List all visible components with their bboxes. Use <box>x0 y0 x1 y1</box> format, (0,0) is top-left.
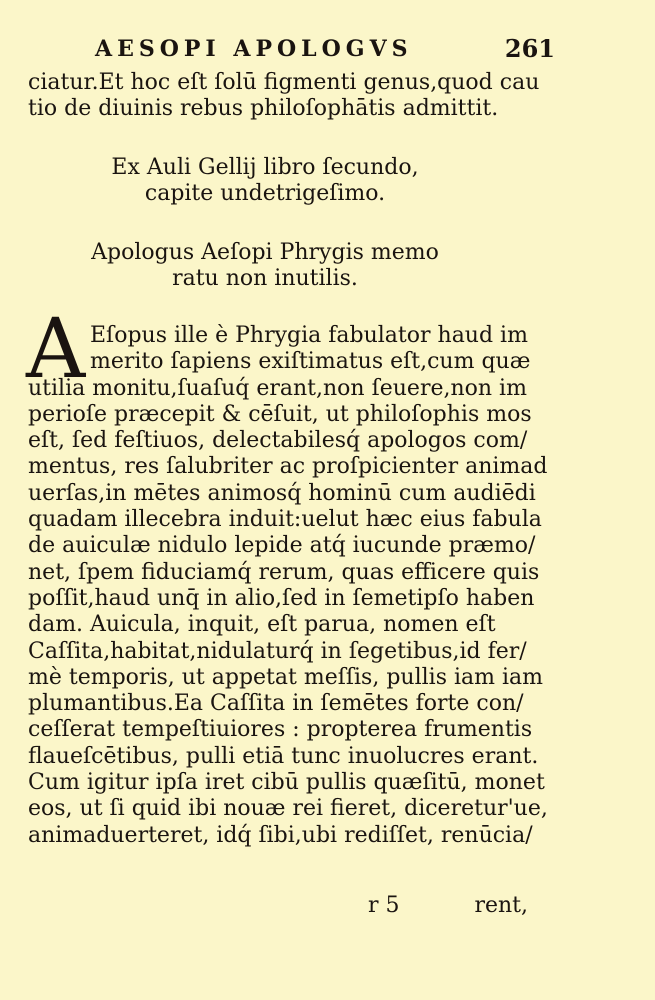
text-line: eſt, ſed feſtiuos, delectabilesq́ apologos com/ <box>28 428 528 454</box>
text-line: poſſit,haud unq̄ in alio,ſed in ſemetipſo haben <box>28 585 535 611</box>
text-line: mentus, res ſalubriter ac proſpicienter animad <box>28 454 548 480</box>
text-line: animaduerteret, idq́ ſibi,ubi rediſſet, renūcia/ <box>28 822 533 848</box>
text-line: ciatur.Et hoc eſt ſolū figmenti genus,quod cau <box>28 70 540 95</box>
text-line: quadam illecebra induit:uelut hæc eius fabula <box>28 507 542 533</box>
source-heading <box>15 155 515 208</box>
title-line: Apologus Aeſopi Phrygis memo <box>91 240 439 265</box>
text-line: flaueſcētibus, pulli etiā tunc inuolucres erant. <box>28 743 539 769</box>
opening-lines <box>28 70 540 123</box>
text-line: net, ſpem fiduciamq́ rerum, quas efficere quis <box>28 559 540 585</box>
signature-mark: r 5 <box>368 893 400 918</box>
running-title: AESOPI APOLOGVS <box>95 36 413 62</box>
page-footer <box>28 893 528 919</box>
page-number: 261 <box>504 34 555 63</box>
text-line: dam. Auicula, inquit, eſt parua, nomen eſt <box>28 612 496 638</box>
text-line: perioſe præcepit & cēſuit, ut philoſophis mos <box>28 401 532 427</box>
drop-cap-initial: A <box>26 302 86 397</box>
text-line: uerſas,in mētes animosq́ hominū cum audiēdi <box>28 480 536 506</box>
text-line: Caſſita,habitat,nidulaturq́ in ſegetibus,id fer/ <box>28 638 527 664</box>
text-line: Eſopus ille è Phrygia fabulator haud im <box>90 323 528 348</box>
text-line: Cum igitur ipſa iret cibū pullis quæſitū, monet <box>28 770 545 796</box>
heading-line: capite undetrigeſimo. <box>144 181 386 207</box>
text-line: eos, ut ſi quid ibi nouæ rei fieret, diceretur'ue, <box>28 796 548 822</box>
text-line: merito ſapiens exiſtimatus eſt,cum quæ <box>90 349 531 375</box>
text-line: mè temporis, ut appetat meſſis, pullis iam iam <box>28 664 543 690</box>
text-line: utilia monitu,ſuaſuq́ erant,non ſeuere,non im <box>28 375 527 401</box>
text-line: plumantibus.Ea Caſſita in ſemētes forte con/ <box>28 691 524 717</box>
text-line: tio de diuinis rebus philoſophātis admittit. <box>28 96 499 122</box>
fable-title <box>15 240 515 293</box>
fable-body <box>28 323 548 849</box>
catchword: rent, <box>474 893 528 918</box>
title-line: ratu non inutilis. <box>172 266 358 292</box>
text-line: de auiculæ nidulo lepide atq́ iucunde præmo/ <box>28 533 536 559</box>
heading-line: Ex Auli Gellij libro ſecundo, <box>111 155 419 180</box>
text-line: ceſſerat tempeſtiuiores : propterea frumentis <box>28 717 533 743</box>
page-header <box>95 36 555 66</box>
